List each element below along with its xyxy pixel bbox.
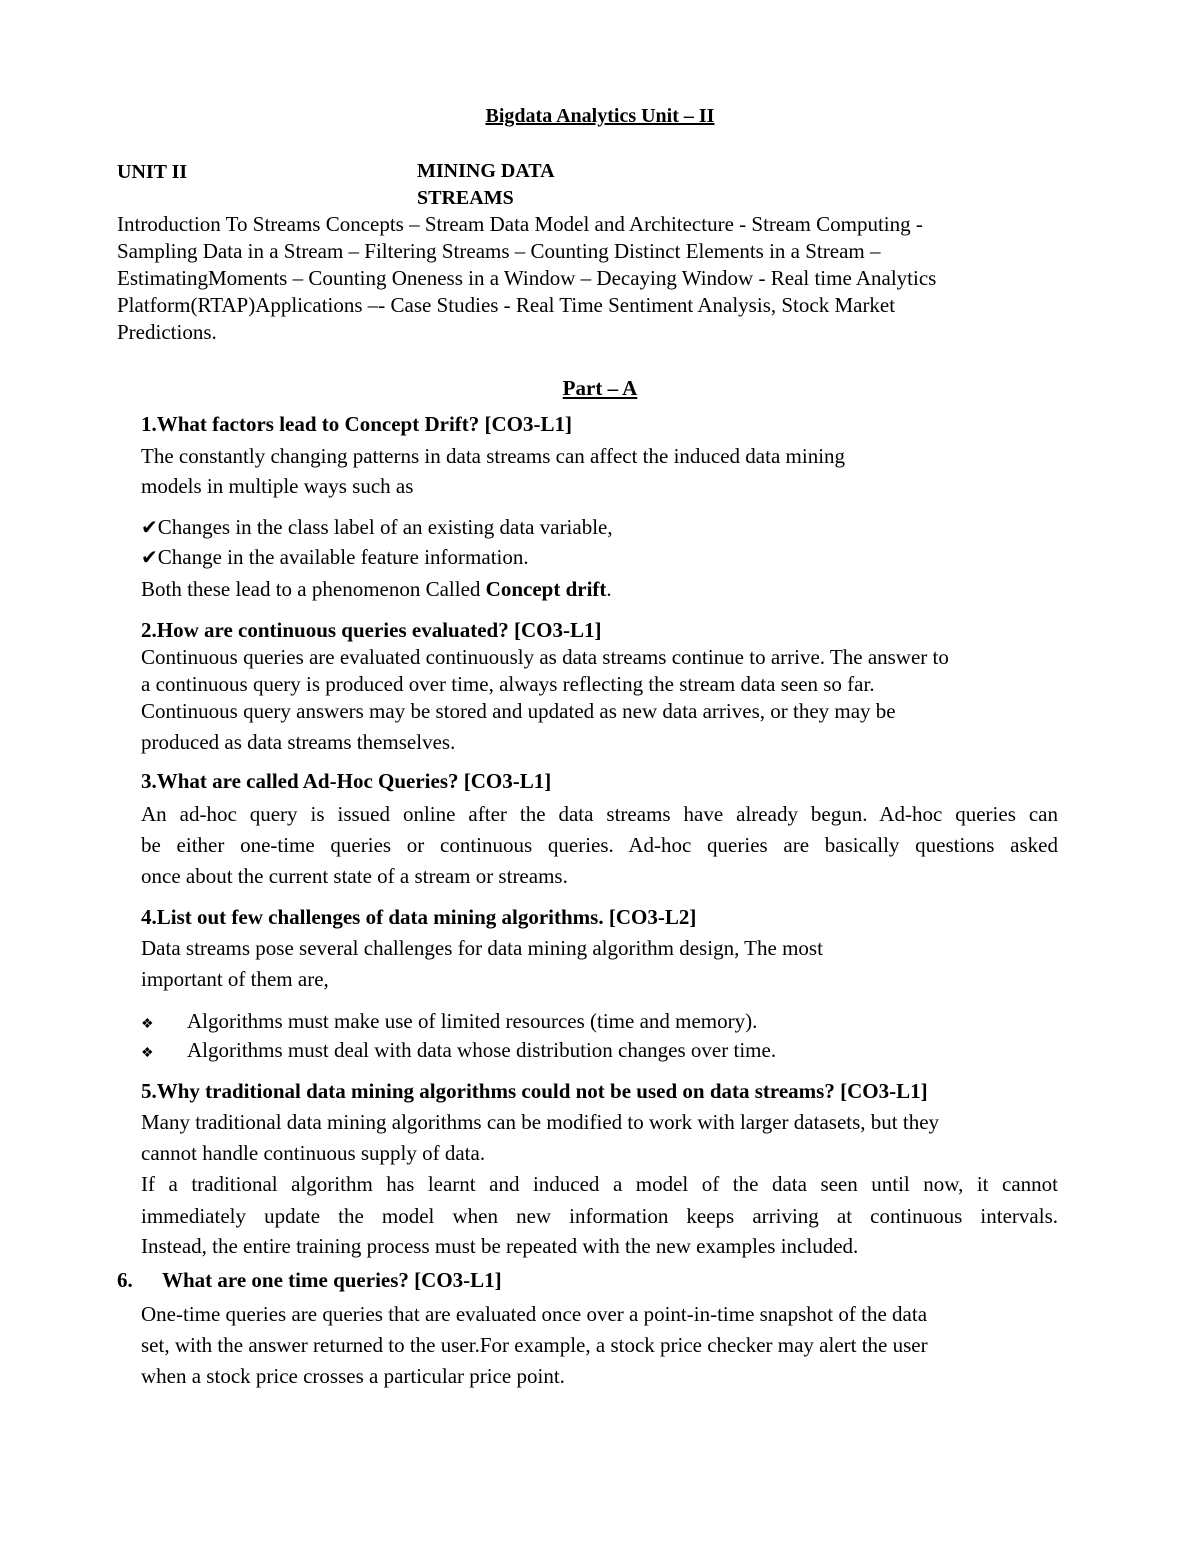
diamond-bullet-icon: ❖ — [141, 1017, 154, 1032]
question-6-number: 6. — [117, 1268, 133, 1292]
bullet-item — [141, 1036, 154, 1068]
question-1-title: 1.What factors lead to Concept Drift? [CO3-L1] — [141, 412, 573, 436]
answer-line: immediately update the model when new information keeps arriving at continuous intervals. — [141, 1204, 1058, 1228]
syllabus-line: Sampling Data in a Stream – Filtering Streams – Counting Distinct Elements in a Stream – — [117, 239, 881, 263]
answer-line: produced as data streams themselves. — [141, 730, 456, 754]
syllabus-line: Platform(RTAP)Applications –- Case Studies - Real Time Sentiment Analysis, Stock Market — [117, 293, 896, 317]
syllabus-line: Introduction To Streams Concepts – Stream Data Model and Architecture - Stream Computing - — [117, 212, 923, 236]
answer-line: The constantly changing patterns in data streams can affect the induced data mining — [141, 444, 846, 468]
part-heading: Part – A — [562, 376, 638, 400]
answer-line: set, with the answer returned to the user.For example, a stock price checker may alert the user — [141, 1333, 928, 1357]
answer-line: Both these lead to a phenomenon Called Concept drift. — [141, 577, 612, 601]
unit-label: UNIT II — [117, 161, 188, 183]
answer-line: Continuous queries are evaluated continuously as data streams continue to arrive. The answer to — [141, 645, 949, 669]
bullet-item — [141, 1007, 154, 1039]
tick-item — [141, 543, 529, 572]
unit-topic-line: MINING DATA — [417, 160, 555, 182]
unit-topic — [417, 158, 607, 212]
answer-line: Many traditional data mining algorithms can be modified to work with larger datasets, but they — [141, 1110, 940, 1134]
document-title: Bigdata Analytics Unit – II — [485, 105, 715, 127]
tick-item-text: Change in the available feature information. — [157, 545, 529, 569]
answer-line: One-time queries are queries that are evaluated once over a point-in-time snapshot of the data — [141, 1302, 928, 1326]
answer-line: Data streams pose several challenges for data mining algorithm design, The most — [141, 936, 823, 960]
answer-line: important of them are, — [141, 967, 329, 991]
syllabus-paragraph — [117, 211, 936, 346]
checkmark-icon: ✔ — [141, 517, 158, 539]
bullet-item-text: Algorithms must make use of limited resources (time and memory). — [187, 1009, 758, 1033]
syllabus-line: EstimatingMoments – Counting Oneness in a Window – Decaying Window - Real time Analytics — [117, 266, 937, 290]
tick-item — [141, 513, 613, 542]
unit-topic-line: STREAMS — [417, 187, 514, 209]
tick-item-text: Changes in the class label of an existing data variable, — [157, 515, 613, 539]
question-4-title: 4.List out few challenges of data mining algorithms. [CO3-L2] — [141, 905, 697, 929]
question-3-title: 3.What are called Ad-Hoc Queries? [CO3-L1] — [141, 769, 552, 793]
answer-line: An ad-hoc query is issued online after the data streams have already begun. Ad-hoc queries can — [141, 802, 1058, 826]
answer-line: models in multiple ways such as — [141, 474, 414, 498]
question-2-title: 2.How are continuous queries evaluated? [CO3-L1] — [141, 618, 602, 642]
answer-line: a continuous query is produced over time, always reflecting the stream data seen so far. — [141, 672, 875, 696]
answer-line: Instead, the entire training process must be repeated with the new examples included. — [141, 1234, 859, 1258]
answer-line: be either one-time queries or continuous queries. Ad-hoc queries are basically questions asked — [141, 833, 1058, 857]
syllabus-line: Predictions. — [117, 320, 217, 344]
answer-line: once about the current state of a stream or streams. — [141, 864, 568, 888]
answer-line: when a stock price crosses a particular price point. — [141, 1364, 565, 1388]
answer-line: cannot handle continuous supply of data. — [141, 1141, 486, 1165]
answer-line: If a traditional algorithm has learnt and induced a model of the data seen until now, it cannot — [141, 1172, 1058, 1196]
answer-line: Continuous query answers may be stored and updated as new data arrives, or they may be — [141, 699, 896, 723]
question-6-title: What are one time queries? [CO3-L1] — [162, 1268, 502, 1292]
diamond-bullet-icon: ❖ — [141, 1046, 154, 1061]
bullet-item-text: Algorithms must deal with data whose distribution changes over time. — [187, 1038, 777, 1062]
question-5-title: 5.Why traditional data mining algorithms could not be used on data streams? [CO3-L1] — [141, 1079, 928, 1103]
term-concept-drift: Concept drift — [485, 577, 607, 601]
checkmark-icon: ✔ — [141, 547, 158, 569]
